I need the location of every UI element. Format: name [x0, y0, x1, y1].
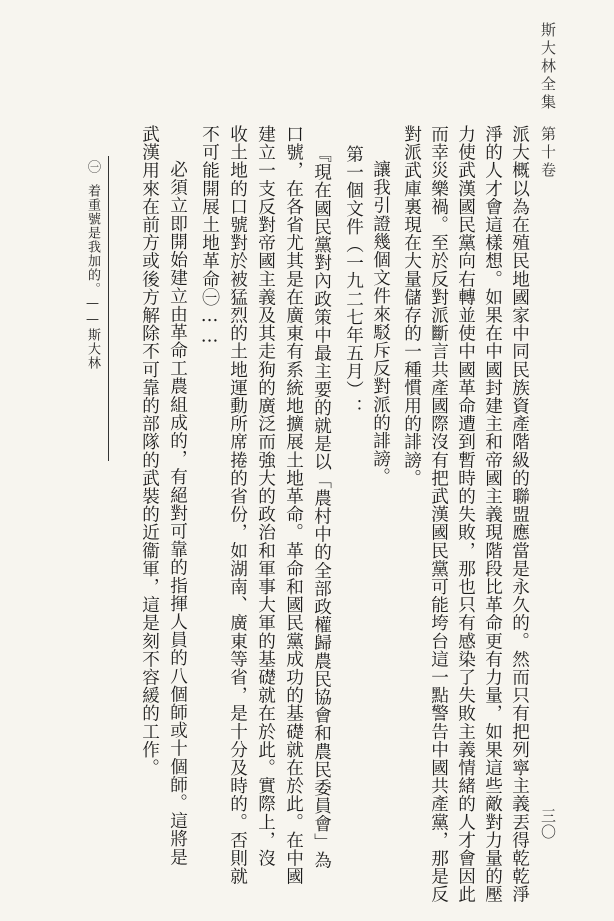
quote-line: 必須立即開始建立由革命工農組成的，有絕對可靠的指揮人員的八個師或十個師。這將是 [167, 160, 188, 866]
text-line: 讓我引證幾個文件來駁斥反對派的誹謗。 [370, 160, 391, 486]
quote-line: 武漢用來在前方或後方解除不可靠的部隊的武裝的近衞軍，這是刻不容緩的工作。 [139, 125, 160, 777]
quote-line: 『現在國民黨對內政策中最主要的就是以「農村中的全部政權歸農民協會和農民委員會」為 [311, 145, 332, 869]
footnote-divider [108, 156, 109, 461]
volume-label: 第十卷 [539, 126, 557, 180]
quote-line: 不可能開展土地革命㊀…… [199, 125, 220, 347]
running-header [540, 22, 555, 180]
footnote-text: 着重號是我加的。——斯大林 [85, 184, 100, 370]
text-line: 派大概以為在殖民地國家中同民族資產階級的聯盟應當是永久的。然而只有把列寧主義丟得乾乾淨 [509, 125, 530, 904]
text-line: 第一個文件（一九二七年五月）： [343, 145, 364, 417]
text-line: 淨的人才會這樣想。如果在中國封建主和帝國主義現階段比革命更有力量，如果這些敵對力量的壓 [482, 125, 503, 904]
footnote-marker: ㊀ [85, 160, 100, 174]
footnote [86, 160, 99, 370]
page-number: 三〇 [539, 808, 557, 840]
quote-line: 收土地的口號對於被猛烈的土地運動所席捲的省份，如湖南、廣東等省，是十分及時的。否則就 [227, 125, 248, 886]
text-line: 力使武漢國民黨向右轉並使中國革命遭到暫時的失敗，那也只有感染了失敗主義情緒的人才會因此 [455, 125, 476, 904]
text-line: 而幸災樂禍。至於反對派斷言共產國際沒有把武漢國民黨可能垮台這一點警告中國共產黨，那是反 [428, 125, 449, 904]
quote-line: 口號，在各省尤其是在廣東有系統地擴展土地革命。革命和國民黨成功的基礎就在於此。在中國 [283, 125, 304, 886]
quote-line: 建立一支反對帝國主義及其走狗的廣泛而強大的政治和軍事大軍的基礎就在於此。實際上，沒 [255, 125, 276, 868]
text-line: 對派武庫裏現在大量儲存的一種慣用的誹謗。 [401, 125, 422, 487]
book-title: 斯大林全集 [539, 22, 557, 112]
